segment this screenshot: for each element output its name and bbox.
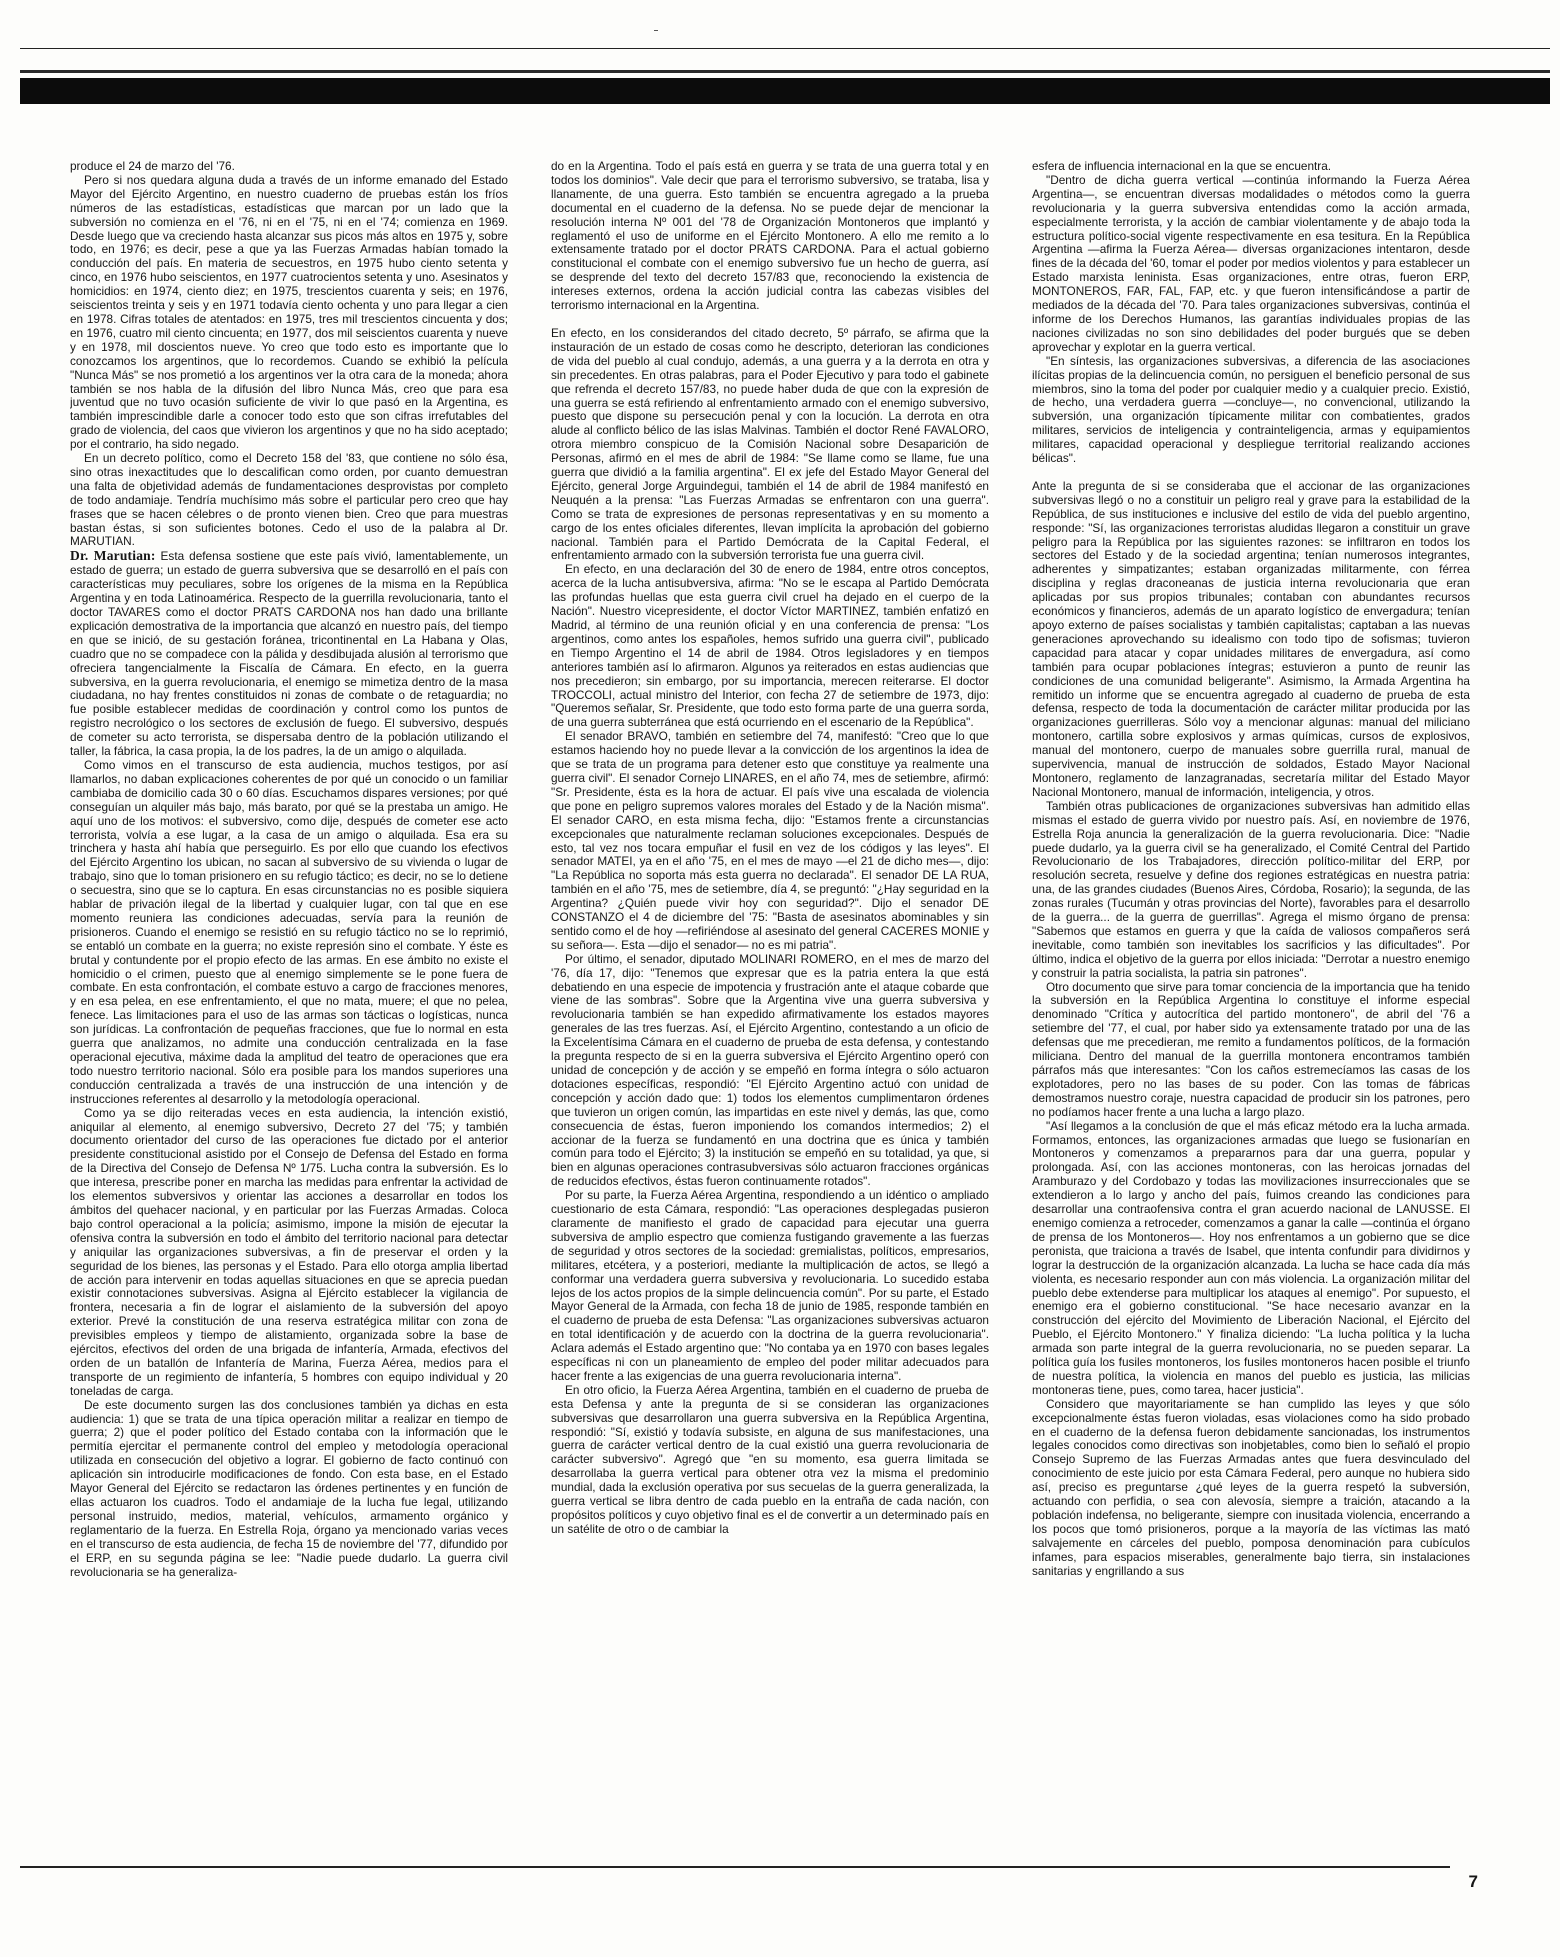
column-left [70, 160, 508, 1850]
paragraph: Pero si nos quedara alguna duda a través de un informe emanado del Estado Mayor del Ejército Argentino, en nuestro cuaderno de pruebas están los fríos números de las estadísticas, estadísticas que marcan por un lado que la subversión no comienza en el '76, ni en el '75, ni en el '74; comienza en 1969. Desde luego que va creciendo hasta alcanzar sus picos más altos en 1975 y, sobre todo, en 1976; es decir, pese a que ya las Fuerzas Armadas habían tomado la conducción del país. En materia de secuestros, en 1975 hubo ciento setenta y cinco, en 1976 hubo seiscientos, en 1977 cuatrocientos setenta y uno. Asesinatos y homicidios: en 1974, ciento diez; en 1975, trescientos cuarenta y seis; en 1976, seiscientos treinta y seis y en 1971 todavía ciento ochenta y uno para llegar a cien en 1978. Cifras totales de atentados: en 1975, tres mil trescientos cincuenta y dos; en 1976, cuatro mil ciento cincuenta; en 1977, dos mil seiscientos cuarenta y nueve y en 1978, mil doscientos nueve. Yo creo que todo esto es importante que lo conozcamos los argentinos, que lo recordemos. Cuando se exhibió la película "Nunca Más" se nos prometió a los argentinos ver la otra cara de la moneda; ahora también se nos habla de la difusión del libro Nunca Más, creo que para esa juventud que no tuvo ocasión suficiente de vivir lo que pasó en la Argentina, es también imprescindible darle a conocer todo esto que son cifras irrefutables del grado de violencia, del caos que vivieron los argentinos y que no ha sido aceptado; por el contrario, ha sido negado. [70, 172, 508, 452]
scan-mark [654, 30, 658, 31]
paragraph: Como ya se dijo reiteradas veces en esta audiencia, la intención existió, aniquilar al elemento, al enemigo subversivo, Decreto 27 del '75; y también documento orientador del curso de las operaciones fue dictado por el anterior presidente constitucional asistido por el Consejo de Defensa del Estado en forma de la Directiva del Consejo de Defensa Nº 1/75. Lucha contra la subversión. Es lo que interesa, prescribe poner en marcha las medidas para enfrentar la actividad de los elementos subversivos y orientar las acciones a desarrollar en todos los ámbitos del quehacer nacional, y en particular por las Fuerzas Armadas. Coloca bajo control operacional a la policía; asimismo, impone la misión de ejecutar la ofensiva contra la subversión en todo el ámbito del territorio nacional para detectar y aniquilar las organizaciones subversivas, a fin de preservar el orden y la seguridad de los bienes, las personas y el Estado. Para ello otorga amplia libertad de acción para intervenir en todas aquellas situaciones en que se aprecia puedan existir connotaciones subversivas. Asigna al Ejército establecer la vigilancia de frontera, necesaria a fin de lograr el aislamiento de la subversión del apoyo exterior. Prevé la constitución de una reserva estratégica militar con zona de previsibles empleos y tiempo de alistamiento, organizada sobre la base de ejércitos, efectivos del orden de una brigada de infantería, Armada, efectivos del orden de un batallón de Infantería de Marina, Fuerza Aérea, medios para el transporte de un regimiento de infantería, 5 hombres con equipo individual y 20 toneladas de carga. [70, 1105, 508, 1398]
paragraph: "Así llegamos a la conclusión de que el más eficaz método era la lucha armada. Formamos, entonces, las organizaciones armadas que luego se fusionarían en Montoneros y comenzamos a prepararnos para dar una guerra, popular y prolongada. Así, con las acciones montoneras, con las heroicas jornadas del Aramburazo y del Cordobazo y todas las movilizaciones insurreccionales que se extendieron a lo largo y ancho del país, fuimos creando las condiciones para desarrollar una contraofensiva contra el gran acuerdo nacional de LANUSSE. El enemigo comienza a retroceder, comenzamos a ganar la calle —continúa el órgano de prensa de los Montoneros—. Hoy nos enfrentamos a un gobierno que se dice peronista, que traiciona a través de Isabel, que intenta confundir para dividirnos y lograr la destrucción de la organización alcanzada. La lucha se hace cada día más violenta, es necesario responder aun con más violencia. La organización militar del pueblo debe extenderse para multiplicar los ataques al enemigo". Por supuesto, el enemigo era el gobierno constitucional. "Se hace necesario avanzar en la construcción del ejército del Movimiento de Liberación Nacional, el Ejército del Pueblo, el Ejército Montonero." Y finaliza diciendo: "La lucha política y la lucha armada son parte integral de la guerra revolucionaria, no se pueden separar. La política guía los fusiles montoneros, los fusiles montoneros hacen posible el triunfo de nuestra política, la violencia en manos del pueblo es justicia, las milicias montoneras tiene, pues, como tarea, hacer justicia". [1032, 1118, 1470, 1397]
paragraph: Por su parte, la Fuerza Aérea Argentina, respondiendo a un idéntico o ampliado cuestionario de esta Cámara, respondió: "Las operaciones desplegadas pusieron claramente de manifiesto el grado de capacidad para ejecutar una guerra subversiva de amplio espectro que comienza fustigando gravemente a las fuerzas de seguridad y otros sectores de la sociedad: gremialistas, políticos, empresarios, militares, etcétera, y a posteriori, mediante la multiplicación de actos, se llegó a conformar una verdadera guerra subversiva y revolucionaria. Lo sucedido estaba lejos de los actos propios de la simple delincuencia común". Por su parte, el Estado Mayor General de la Armada, con fecha 18 de junio de 1985, responde también en el cuaderno de prueba de esta Defensa: "Las organizaciones subversivas actuaron en total identificación y de acuerdo con la doctrina de la guerra revolucionaria". Aclara además el Estado argentino que: "No contaba ya en 1970 con bases legales específicas ni con un planeamiento de empleo del poder militar adecuados para hacer frente a las exigencias de una guerra revolucionaria interna". [551, 1188, 989, 1383]
paragraph: esfera de influencia internacional en la que se encuentra. [1032, 160, 1332, 173]
top-rule [20, 48, 1550, 49]
paragraph: Otro documento que sirve para tomar conciencia de la importancia que ha tenido la subversión en la República Argentina lo constituye el informe especial denominado "Crítica y autocrítica del partido montonero", de abril del '76 a setiembre del '77, el cual, por haber sido ya extensamente tratado por una de las defensas que me precedieran, me remito a fundamentos políticos, de la formación miliciana. Dentro del manual de la guerrilla montonera encontramos también párrafos más que interesantes: "Con los caños estremecíamos las casas de los explotadores, pero no las bases de su poder. Con las tomas de fábricas demostramos nuestro coraje, nuestra capacidad de producir sin los patrones, pero no podíamos hacer frente a una lucha a largo plazo. [1032, 979, 1470, 1119]
paragraph: Considero que mayoritariamente se han cumplido las leyes y que sólo excepcionalmente éstas fueron violadas, esas violaciones como ha sido probado en el cuaderno de la defensa fueron debidamente sancionadas, los instrumentos legales conocidos como directivas son inobjetables, como bien lo señaló el propio Consejo Supremo de las Fuerzas Armadas antes que fuera desvinculado del conocimiento de este juicio por esta Cámara Federal, pero aunque no hubiera sido así, preciso es preguntarse ¿qué leyes de la guerra respetó la subversión, actuando con perfidia, o sea con alevosía, siempre a traición, atacando a la población indefensa, no beligerante, siempre con inusitada violencia, encerrando a los pocos que tomó prisioneros, porque a la mayoría de las víctimas las mató salvajemente en cárceles del pueblo, pomposa denominación para cubículos infames, para espacios miserables, generalmente bajo tierra, sin instalaciones sanitarias y engrillando a sus [1032, 1396, 1470, 1578]
bottom-rule [20, 1866, 1450, 1868]
paragraph: En un decreto político, como el Decreto 158 del '83, que contiene no sólo ésa, sino otras inexactitudes que lo descalifican como orden, por cuanto demuestran una falta de objetividad además de fundamentaciones desprovistas por completo de todo andamiaje. Tendría muchísimo más sobre el particular pero creo que hay frases que se hacen célebres o de pronto vienen bien. Creo que para muestras bastan éstas, si son suficientes botones. Cedo el uso de la palabra al Dr. MARUTIAN. [70, 451, 508, 549]
paragraph-with-subhead [70, 549, 508, 759]
paragraph: Por último, el senador, diputado MOLINARI ROMERO, en el mes de marzo del '76, día 17, dijo: "Tenemos que expresar que es la patria entera la que está debatiendo en una especie de impotencia y frustración ante el ataque cobarde que viene de las sombras". Sobre que la Argentina vive una guerra subversiva y revolucionaria también se han expedido afirmativamente los estados mayores generales de las tres fuerzas. Así, el Ejército Argentino, contestando a un oficio de la Excelentísima Cámara en el cuaderno de prueba de esta defensa, y contestando la pregunta respecto de si en la guerra subversiva el Ejército Argentino operó con unidad de concepción y de acción y se empeñó en forma íntegra o sólo actuaron dotaciones específicas, respondió: "El Ejército Argentino actuó con unidad de concepción y acción dado que: 1) todos los elementos cumplimentaron órdenes que tuvieron un origen común, las impartidas en este nivel y demás, las que, como consecuencia de éstas, fueron imponiendo los comandos intermedios; 2) el accionar de la fuerza se fundamentó en una doctrina que es única y también común para todo el Ejército; 3) la institución se empeñó en su totalidad, ya que, si bien en algunas operaciones contrasubversivas sólo actuaron fracciones orgánicas de reducidos efectivos, éstas fueron continuamente rotados". [551, 951, 989, 1189]
paragraph: También otras publicaciones de organizaciones subversivas han admitido ellas mismas el estado de guerra vivido por nuestro país. Así, en noviembre de 1976, Estrella Roja anuncia la generalización de la guerra revolucionaria. Dice: "Nadie puede dudarlo, ya la guerra civil se ha generalizado, el Comité Central del Partido Revolucionario de los Trabajadores, dirección político-militar del ERP, por resolución secreta, resuelve y define dos regiones estratégicas en nuestra patria: una, de las grandes ciudades (Buenos Aires, Córdoba, Rosario); la segunda, de las zonas rurales (Tucumán y otras provincias del Norte), favorables para el desarrollo de la guerra... de la guerra de guerrillas". Agrega el mismo órgano de prensa: "Sabemos que estamos en guerra y que la caída de valiosos compañeros será inevitable, como también son inevitables los sacrificios y las dificultades". Por último, indica el objetivo de la guerra por ellos iniciada: "Derrotar a nuestro enemigo y construir la patria socialista, la patria sin patrones". [1032, 798, 1470, 980]
paragraph: El senador BRAVO, también en setiembre del 74, manifestó: "Creo que lo que estamos haciendo hoy no puede llevar a la convicción de los argentinos la idea de que se trata de un programa para detener esto que constituye ya realmente una guerra civil". El senador Cornejo LINARES, en el año 74, mes de setiembre, afirmó: "Sr. Presidente, ésta es la hora de actuar. El país vive una escalada de violencia que pone en peligro supremos valores morales del Estado y de la Nación misma". El senador CARO, en esta misma fecha, dijo: "Estamos frente a circunstancias excepcionales que naturalmente reclaman soluciones excepcionales. Después de esto, tal vez nos tocara empuñar el fusil en vez de los códigos y las leyes". El senador MATEI, ya en el año '75, en el mes de mayo —el 21 de dicho mes—, dijo: "La República no soporta más esta guerra no declarada". El senador DE LA RUA, también en el año '75, mes de setiembre, día 4, se preguntó: "¿Hay seguridad en la Argentina? ¿Quién puede vivir hoy con seguridad?". Dijo el senador DE CONSTANZO el 4 de diciembre del '75: "Basta de asesinatos abominables y sin sentido como el de hoy —refiriéndose al asesinato del general CACERES MONIE y su señora—. Esta —dijo el senador— no es mi patria". [551, 729, 989, 952]
paragraph: En otro oficio, la Fuerza Aérea Argentina, también en el cuaderno de prueba de esta Defensa y ante la pregunta de si se consideran las organizaciones subversivas que desarrollaron una guerra subversiva en la República Argentina, respondió: "Sí, existió y todavía subsiste, en alguna de sus manifestaciones, una guerra de carácter vertical dentro de la cual existió una guerra revolucionaria de carácter subversivo". Agregó que "en su momento, esa guerra limitada se desarrollaba la guerra vertical para obtener otra vez la misma el predominio mundial, dada la exclusión operativa por sus secuelas de la guerra generalizada, la guerra vertical se libra dentro de cada pueblo en la entraña de cada nación, con propósitos políticos y cuyo objetivo final es el de convertir a un determinado país en un satélite de otro o de cambiar la [551, 1382, 989, 1536]
paragraph-text: Esta defensa sostiene que este país vivió, lamentablemente, un estado de guerra; un estado de guerra subversiva que se desarrolló en el país con características muy peculiares, sobre los orígenes de la misma en la República Argentina y en toda Latinoamérica. Respecto de la guerrilla revolucionaria, tanto el doctor TAVARES como el doctor PRATS CARDONA nos han dado una brillante explicación demostrativa de la importancia que alcanzó en nuestro país, del tiempo en que se inició, de su gestación foránea, tricontinental en La Habana y Olas, cuadro que no se compadece con la pálida y desdibujada alusión al terrorismo que ofreciera tangencialmente la Fiscalía de Cámara. En efecto, en la guerra subversiva, en la guerra revolucionaria, el enemigo se mimetiza dentro de la masa ciudadana, no hay frentes constituidos ni zonas de combate o de retaguardia; no fue posible establecer medidas de coordinación y control como los puntos de registro necrológico o los sectores de exclusión de fuego. El subversivo, después de cometer su acto terrorista, se dispersaba dentro de la población utilizando el taller, la fábrica, la casa propia, la de los padres, la de un amigo o alquilada. [70, 549, 508, 759]
page-number: 7 [1468, 1872, 1478, 1891]
column-middle [551, 160, 989, 1850]
column-right [1032, 160, 1470, 1850]
paragraph: "En síntesis, las organizaciones subversivas, a diferencia de las asociaciones ilícitas propias de la delincuencia común, no persiguen el beneficio personal de sus miembros, sino la toma del poder por cualquier medio y a cualquier precio. Existió, de hecho, una verdadera guerra —concluye—, no convencional, utilizando la subversión, una organización típicamente militar con combatientes, grados militares, servicios de inteligencia y contrainteligencia, armas y equipamientos militares, capacidad operacional y despliegue territorial realizando acciones bélicas". [1032, 353, 1470, 466]
header-black-band [20, 78, 1550, 104]
paragraph: Como vimos en el transcurso de esta audiencia, muchos testigos, por así llamarlos, no daban explicaciones coherentes de por qué un conocido o un familiar cambiaba de domicilio cada 30 o 60 días. Escuchamos dispares versiones; por qué conseguían un alquiler más bajo, más barato, por qué se la prestaba un amigo. He aquí uno de los motivos: el subversivo, como dije, después de cometer ese acto terrorista, volvía a ese lugar, a la casa de un amigo o alquilada. Esa era su trinchera y hasta ahí había que perseguirlo. Es por ello que cuando los efectivos del Ejército Argentino los ubican, no sacan al subversivo de su vivienda o lugar de trabajo, sino que lo toman prisionero en su refugio táctico; es decir, no se lo detiene o secuestra, sino que se lo captura. En esas circunstancias no es posible siquiera hablar de privación ilegal de la libertad y cualquier lugar, con tal que en ese momento reuniera las condiciones adecuadas, servía para la reunión de prisioneros. Cuando el enemigo se resistió en su refugio táctico no se lo reprimió, se entabló un combate en la guerra; no existe represión sino el combate. Y éste es brutal y contundente por el propio efecto de las armas. En ese ámbito no existe el homicidio o el crimen, puesto que al enemigo simplemente se le pone fuera de combate. En esta confrontación, el combate estuvo a cargo de fracciones menores, y en esa pelea, en ese enfrentamiento, el que no mata, muere; el que no pelea, fenece. Las limitaciones para el uso de las armas son tácticas o logísticas, nunca son jurídicas. La confrontación de pequeñas fracciones, que fue lo normal en esta guerra que analizamos, no admite una conducción centralizada en la fase operacional ejecutiva, máxime dada la amplitud del teatro de operaciones que era todo nuestro territorio nacional. Sólo era posible para los mandos superiores una conducción centralizada a través de una instrucción de una intención y de instrucciones referentes al desarrollo y la metodología operacional. [70, 757, 508, 1106]
paragraph: En efecto, en una declaración del 30 de enero de 1984, entre otros conceptos, acerca de la lucha antisubversiva, afirma: "No se le escapa al Partido Demócrata las profundas huellas que esta guerra civil cruel ha dejado en el cuerpo de la Nación". Nuestro vicepresidente, el doctor Víctor MARTINEZ, también enfatizó en Madrid, al término de una reunión oficial y en una conferencia de prensa: "Los argentinos, como antes los españoles, hemos sufrido una guerra civil", publicado en Tiempo Argentino el 14 de abril de 1984. Otros legisladores y en tiempos anteriores también así lo afirmaron. Algunos ya reiterados en estas audiencias que nos precedieron; sin embargo, por su importancia, merecen reiterarse. El doctor TROCCOLI, actual ministro del Interior, con fecha 27 de setiembre de 1973, dijo: "Queremos señalar, Sr. Presidente, que todo esto forma parte de una guerra sorda, de una guerra subterránea que está ocurriendo en el escenario de la República". [551, 562, 989, 730]
paragraph: produce el 24 de marzo del '76. [70, 160, 235, 173]
paragraph: De este documento surgen las dos conclusiones también ya dichas en esta audiencia: 1) que se trata de una típica operación militar a realizar en tiempo de guerra; 2) que el poder político del Estado contaba con la información que le permitía ejercitar el permanente control del empleo y metodología operacional utilizada en consecución del objetivo a lograr. El gobierno de facto continuó con aplicación sin introducirle modificaciones de fondo. Con esta base, en el Estado Mayor General del Ejército se redactaron las órdenes pertinentes y en función de ellas actuaron los cuadros. Todo el andamiaje de la lucha fue legal, utilizando personal instruido, medios, material, vehículos, armamento orgánico y reglamentario de la fuerza. En Estrella Roja, órgano ya mencionado varias veces en el transcurso de esta audiencia, de fecha 15 de noviembre del '77, difundido por el ERP, en su segunda página se lee: "Nadie puede dudarlo. La guerra civil revolucionaria se ha generaliza- [70, 1397, 508, 1579]
speaker-subhead: Dr. Marutian: [70, 548, 156, 564]
paragraph: do en la Argentina. Todo el país está en guerra y se trata de una guerra total y en todos los dominios". Vale decir que para el terrorismo subversivo, se trataba, lisa y llanamente, de una guerra. Esto también se encuentra agregado a la prueba documental en el cuaderno de la defensa. No se puede dejar de mencionar la resolución interna Nº 001 del '78 de Organización Montoneros que implantó y reglamentó el uso de uniforme en el Ejército Montonero. A ello me remito a lo extensamente tratado por el doctor PRATS CARDONA. Para el actual gobierno constitucional el combate con el enemigo subversivo fue un hecho de guerra, así se desprende del texto del decreto 157/83 que, reconociendo la existencia de intereses externos, ordena la acción judicial contra las cabezas visibles del terrorismo internacional en la Argentina. [551, 160, 989, 313]
paragraph: En efecto, en los considerandos del citado decreto, 5º párrafo, se afirma que la instauración de un estado de cosas como he descripto, deterioran las condiciones de vida del pueblo al cual condujo, además, a una guerra y a la derrota en otra y sin precedentes. En otras palabras, para el Poder Ejecutivo y para todo el gabinete que refrenda el decreto 157/83, no puede haber duda de que con la expresión de una guerra se está refiriendo al enfrentamiento armado con el enemigo subversivo, puesto que dispone su persecución penal y con la locución. La derrota en otra alude al conflicto bélico de las islas Malvinas. También el doctor René FAVALORO, otrora miembro conspicuo de la Comisión Nacional sobre Desaparición de Personas, afirmó en el mes de abril de 1984: "Se llame como se llame, fue una guerra que dividió a la familia argentina". El ex jefe del Estado Mayor General del Ejército, general Jorge Arguindegui, también el 14 de abril de 1984 manifestó en Neuquén a la prensa: "Las Fuerzas Armadas se enfrentaron con una guerra". Como se trata de expresiones de personas representativas y en su momento a cargo de los entes oficiales diferentes, llevan implícita la aprobación del gobierno nacional. También para el Partido Demócrata de la Capital Federal, el enfrentamiento armado con la subversión terrorista fue una guerra civil. [551, 325, 989, 563]
header-thin-rule [20, 70, 1550, 73]
paragraph: "Dentro de dicha guerra vertical —continúa informando la Fuerza Aérea Argentina—, se encuentran diversas modalidades o métodos como la guerra revolucionaria y la guerra subversiva entendidas como la acción armada, especialmente terrorista, y la acción de cambiar violentamente y de abajo toda la estructura político-social vigente respectivamente en esa tesitura. En la República Argentina —afirma la Fuerza Aérea— diversas organizaciones intentaron, desde fines de la década del '60, tomar el poder por medios violentos y para establecer un Estado marxista leninista. Esas organizaciones, entre otras, fueron ERP, MONTONEROS, FAR, FAL, FAP, etc. y que fueron intensificándose a partir de mediados de la década del '70. Para tales organizaciones subversivas, continúa el informe de los Derechos Humanos, las garantías individuales propias de las naciones civilizadas no son sino debilidades del poder burgués que se deben aprovechar y explotar en la guerra vertical. [1032, 172, 1470, 354]
article-columns [70, 160, 1470, 1850]
paragraph: Ante la pregunta de si se consideraba que el accionar de las organizaciones subversivas llegó o no a constituir un peligro real y grave para la estabilidad de la República, de sus instituciones e inclusive del estilo de vida del pueblo argentino, responde: "Sí, las organizaciones terroristas aludidas llegaron a constituir un grave peligro para la República por las siguientes razones: se infiltraron en todos los sectores del Estado y de la sociedad argentina; tenían numerosos integrantes, adherentes y simpatizantes; estaban organizadas militarmente, con férrea disciplina y reglas draconeanas de justicia interna revolucionaria que eran aplicadas por sus propios tribunales; contaban con abundantes recursos económicos y financieros, además de un aparato logístico de envergadura; tenían apoyo externo de países socialistas y también capitalistas; captaban a las nuevas generaciones aprovechando su idealismo con todo tipo de sofismas; tuvieron capacidad para atacar y copar unidades militares de envergadura, así como también para ocupar poblaciones íntegras; estuvieron a punto de reunir las condiciones de una comunidad beligerante". Asimismo, la Armada Argentina ha remitido un informe que se encuentra agregado al cuaderno de prueba de esta defensa, respecto de toda la documentación de carácter militar producida por las organizaciones guerrilleras. Sólo voy a mencionar algunas: manual del miliciano montonero, cartilla sobre explosivos y armas químicas, cursos de explosivos, manual del montonero, cuerpo de manuales sobre guerrilla rural, manual de supervivencia, manual de instrucción de soldados, Estado Mayor Nacional Montonero, reglamento de lanzagranadas, secretaría militar del Estado Mayor Nacional Montonero, manual de información, inteligencia, y otros. [1032, 478, 1470, 799]
